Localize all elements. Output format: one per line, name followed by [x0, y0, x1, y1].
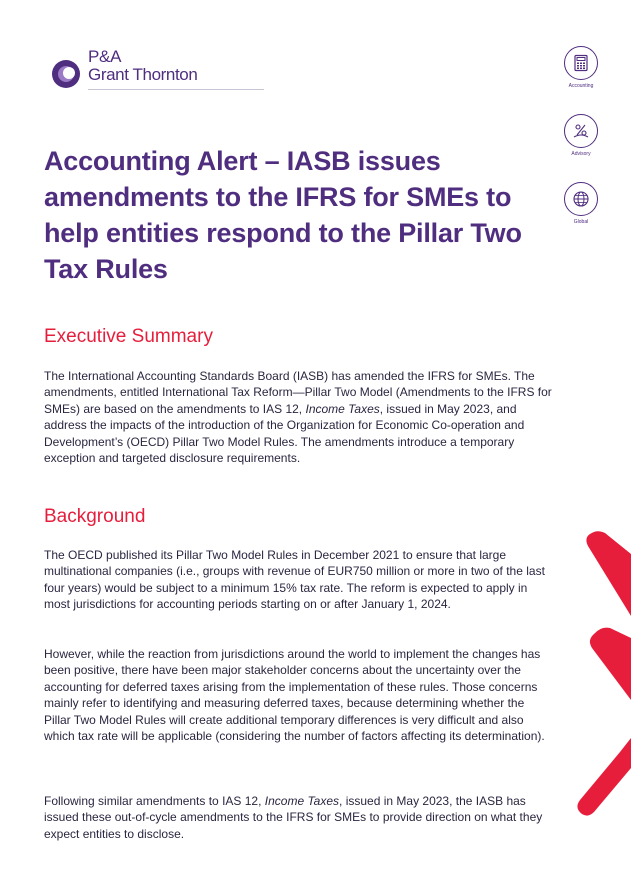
page-title: Accounting Alert – IASB issues amendments to the IFRS for SMEs to help entities respond to the Pillar Two Tax Rules	[44, 146, 522, 284]
percent-icon	[572, 122, 590, 140]
brand-logo	[51, 45, 221, 93]
background-paragraph-2: However, while the reaction from jurisdictions around the world to implement the changes has been positive, there have been major stakeholder concerns about the uncertainty over the accounting for deferred taxes arising from the implementation of these rules. Those concerns mainly refer to identifying and measuring deferred taxes, because determining whether the Pillar Two Model Rules will create additional temporary differences is very difficult and also which tax rate will be applicable (considering the number of factors affecting its determination).	[44, 647, 545, 744]
grant-thornton-logo-icon	[51, 59, 81, 89]
executive-summary-paragraph: The International Accounting Standards Board (IASB) has amended the IFRS for SMEs. The amendments, entitled International Tax Reform—Pillar Two Model (Amendments to the IFRS for SMEs) are based on the amendments to IAS 12, Income Taxes, issued in May 2023, and address the impacts of the introduction of the Organization for Economic Co-operation and Development’s (OECD) Pillar Two Model Rules. The amendments introduce a temporary exception and targeted disclosure requirements.	[44, 369, 552, 466]
background-paragraph-3: Following similar amendments to IAS 12, Income Taxes, issued in May 2023, the IASB has issued these out-of-cycle amendments to the IFRS for SMEs to provide direction on what they expect entities to disclose.	[44, 794, 543, 841]
global-label: Global	[573, 219, 589, 225]
brand-line1: P&A	[88, 47, 122, 66]
advisory-badge	[563, 114, 599, 157]
background-paragraph-1: The OECD published its Pillar Two Model Rules in December 2021 to ensure that large multinational companies (i.e., groups with revenue of EUR750 million or more in two of the last four years) would be subject to a minimum 15% tax rate. The reform is expected to apply in most jurisdictions for accounting periods starting on or after January 1, 2024.	[44, 548, 545, 612]
globe-icon	[572, 190, 590, 208]
section-heading-background: Background	[44, 506, 146, 527]
logo-divider	[88, 89, 264, 90]
global-badge	[563, 182, 599, 225]
brand-line2: Grant Thornton	[88, 65, 198, 84]
decorative-red-shapes	[570, 530, 631, 820]
section-heading-executive-summary: Executive Summary	[44, 326, 213, 347]
calculator-icon	[572, 54, 590, 72]
accounting-badge	[563, 46, 599, 89]
advisory-label: Advisory	[571, 151, 591, 157]
accounting-label: Accounting	[568, 83, 594, 89]
